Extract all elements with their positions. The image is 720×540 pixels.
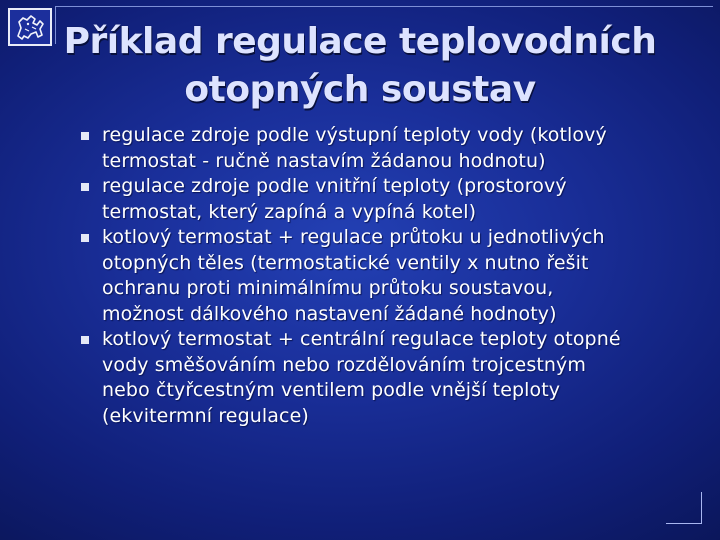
- corner-bottom-line: [666, 523, 702, 524]
- slide-title: [40, 18, 680, 114]
- bullet-text-line: regulace zdroje podle vnitřní teploty (prostorový: [102, 175, 567, 197]
- corner-right-line: [701, 492, 702, 524]
- bullet-list: [78, 123, 678, 429]
- bullet-item: [78, 327, 678, 429]
- slide-title-line1: Příklad regulace teplovodních: [63, 21, 657, 62]
- bullet-text-line: vody směšováním nebo rozdělováním trojcestným: [102, 353, 586, 376]
- bullet-text-line: možnost dálkového nastavení žádané hodnoty): [102, 302, 557, 325]
- square-bullet-icon: [81, 234, 89, 242]
- bullet-item: [78, 225, 678, 327]
- square-bullet-icon: [81, 132, 89, 140]
- bullet-text-line: otopných těles (termostatické ventily x nutno řešit: [102, 251, 589, 274]
- frame-top-line: [55, 6, 713, 7]
- bullet-text-line: termostat - ručně nastavím žádanou hodnotu): [102, 149, 546, 172]
- bullet-text-line: regulace zdroje podle výstupní teploty vody (kotlový: [102, 124, 607, 146]
- bullet-item: [78, 174, 678, 225]
- bullet-text-line: termostat, který zapíná a vypíná kotel): [102, 200, 477, 223]
- square-bullet-icon: [81, 336, 89, 344]
- square-bullet-icon: [81, 183, 89, 191]
- bullet-text-line: kotlový termostat + regulace průtoku u jednotlivých: [102, 226, 605, 248]
- bullet-item: [78, 123, 678, 174]
- bullet-text-line: kotlový termostat + centrální regulace teploty otopné: [102, 328, 621, 350]
- bullet-text-line: nebo čtyřcestným ventilem podle vnější teploty: [102, 379, 561, 401]
- bullet-text-line: ochranu proti minimálnímu průtoku soustavou,: [102, 277, 554, 299]
- bullet-text-line: (ekvitermní regulace): [102, 404, 309, 427]
- slide-title-line2: otopných soustav: [184, 69, 536, 110]
